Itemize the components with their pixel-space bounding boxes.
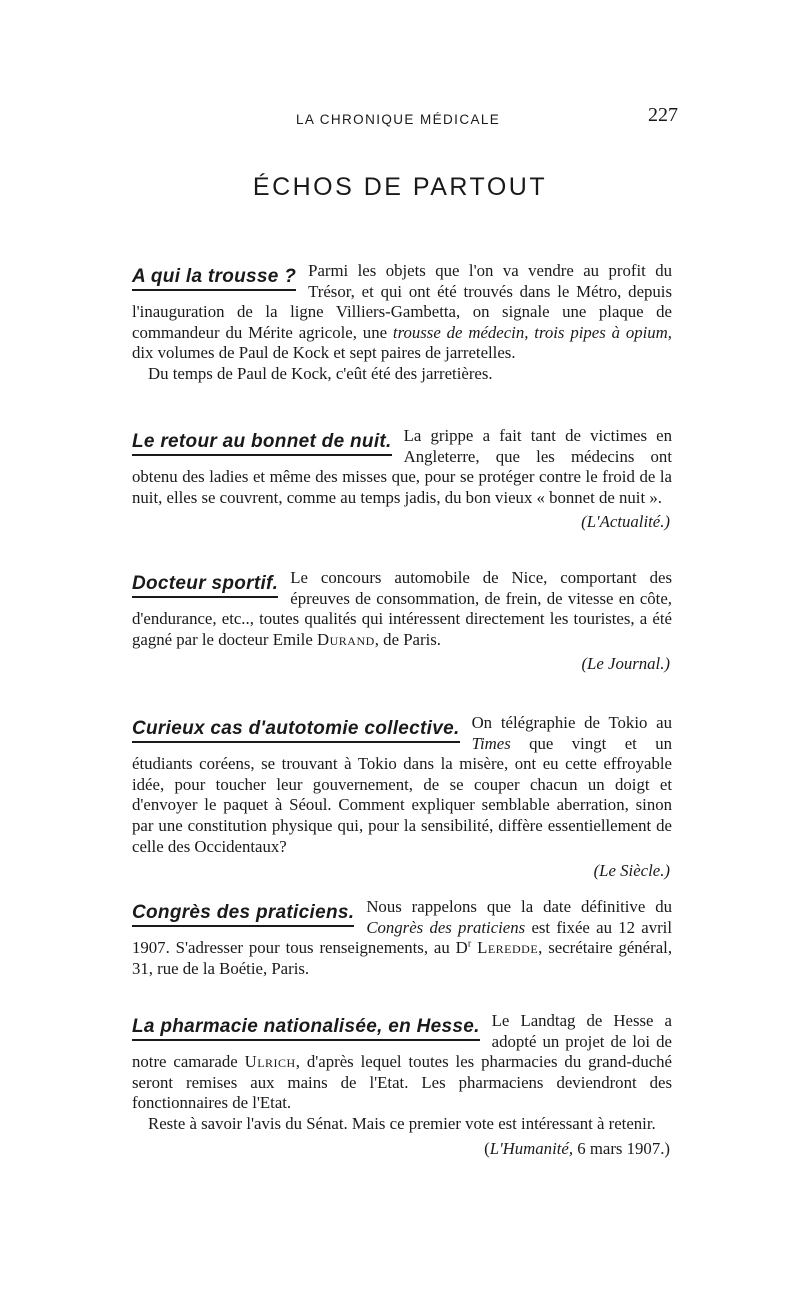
article-body: Le Landtag de Hesse a adopté un projet de loi de notre camarade Ulrich, d'après lequel toutes les pharmacies du grand-duché seront remises aux mains de l'Etat. Les pharmaciens deviendront des fonctionnaires de l'Etat.	[132, 1011, 672, 1113]
article-source: (L'Humanité, 6 mars 1907.)	[484, 1138, 670, 1158]
article-heading: A qui la trousse ?	[132, 267, 296, 291]
article-heading: Le retour au bonnet de nuit.	[132, 432, 392, 456]
article-body: Reste à savoir l'avis du Sénat. Mais ce premier vote est intéressant à retenir.	[148, 1113, 656, 1133]
article-pharmacie	[132, 1011, 672, 1159]
running-title: LA CHRONIQUE MÉDICALE	[296, 112, 501, 127]
article-heading: Curieux cas d'autotomie collective.	[132, 719, 460, 743]
article-trousse	[132, 261, 672, 385]
article-heading: Congrès des praticiens.	[132, 903, 354, 927]
article-heading: Docteur sportif.	[132, 574, 278, 598]
article-body: Parmi les objets que l'on va vendre au profit du Trésor, et qui ont été trouvés dans le Métro, depuis l'inauguration de la ligne Villiers-Gambetta, on signale une plaque de commandeur du Mérite agricole, une trousse de médecin, trois pipes à opium, dix volumes de Paul de Kock et sept paires de jarretelles.	[132, 261, 673, 363]
article-heading: La pharmacie nationalisée, en Hesse.	[132, 1017, 480, 1041]
article-congres	[132, 897, 672, 979]
article-source: (Le Journal.)	[581, 654, 670, 674]
article-body: Le concours automobile de Nice, comportant des épreuves de consommation, de frein, de vitesse en côte, d'endurance, etc.., toutes qualités qui intéressent directement les touristes, a été gagné par le docteur Emile Durand, de Paris.	[132, 568, 672, 649]
article-source: (L'Actualité.)	[581, 512, 670, 532]
article-body: Nous rappelons que la date définitive du Congrès des praticiens est fixée au 12 avril 1907. S'adresser pour tous renseignements, au $D^r$ Leredde, secrétaire général, 31, rue de la Boétie, Paris.	[132, 897, 673, 978]
article-source: (Le Siècle.)	[593, 861, 670, 881]
article-autotomie	[132, 713, 672, 882]
article-body: On télégraphie de Tokio au Times que vingt et un étudiants coréens, se trouvant à Tokio dans la misère, ont eu cette effroyable idée, pour toucher leur gouvernement, de se couper chacun un doigt et d'envoyer le paquet à Séoul. Comment expliquer semblable aberration, sinon par une constitution physique qui, pour la sensibilité, diffère essentiellement de celle des Occidentaux?	[132, 713, 672, 856]
article-docteur-sportif	[132, 568, 672, 675]
article-body: La grippe a fait tant de victimes en Angleterre, que les médecins ont obtenu des ladies et même des misses que, pour se protéger contre le froid de la nuit, elles se couvrent, comme au temps jadis, du bon vieux « bonnet de nuit ».	[132, 426, 672, 507]
article-bonnet-de-nuit	[132, 426, 672, 533]
section-title: ÉCHOS DE PARTOUT	[252, 173, 548, 201]
page-number: 227	[648, 104, 678, 126]
article-body: Du temps de Paul de Kock, c'eût été des jarretières.	[148, 363, 493, 383]
